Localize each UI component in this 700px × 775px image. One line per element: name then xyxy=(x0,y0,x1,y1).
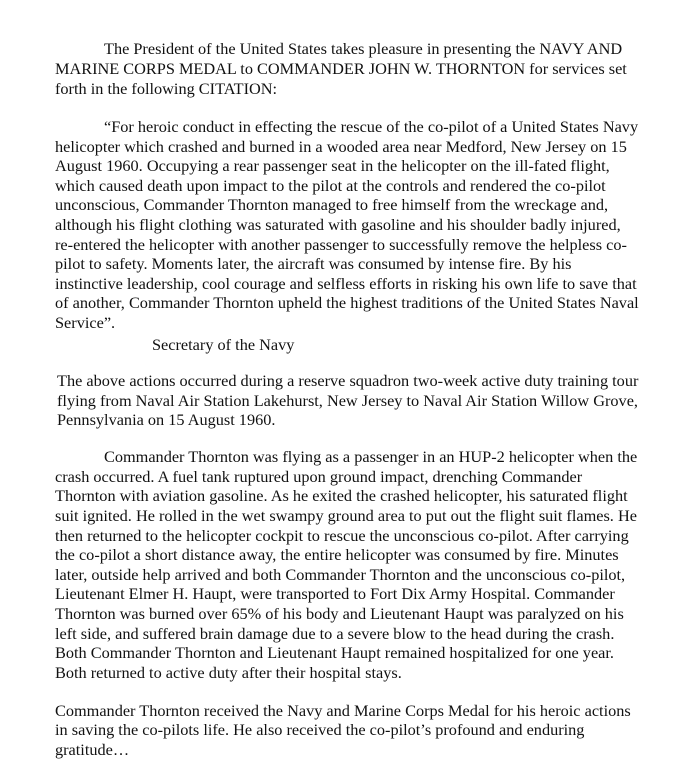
text-line: Lieutenant Elmer H. Haupt, were transported to Fort Dix Army Hospital. Commander xyxy=(55,584,615,603)
text-line: Commander Thornton was flying as a passenger in an HUP-2 helicopter when the xyxy=(104,447,638,466)
text-line: in saving the co-pilots life. He also received the co-pilot’s profound and enduring xyxy=(55,720,585,739)
text-line: later, outside help arrived and both Commander Thornton and the unconscious co-pilot, xyxy=(55,565,626,584)
text-line: left side, and suffered brain damage due to a severe blow to the head during the crash. xyxy=(55,624,615,643)
signature-line: Secretary of the Navy xyxy=(152,335,295,354)
text-line: pilot to safety. Moments later, the aircraft was consumed by intense fire. By his xyxy=(55,254,572,273)
text-line: which caused death upon impact to the pilot at the controls and rendered the co-pilot xyxy=(55,176,606,195)
text-line: of another, Commander Thornton upheld the highest traditions of the United States Naval xyxy=(55,293,639,312)
text-line: Pennsylvania on 15 August 1960. xyxy=(57,410,276,429)
text-line: although his flight clothing was saturated with gasoline and his shoulder badly injured, xyxy=(55,215,621,234)
text-line: Thornton was burned over 65% of his body and Lieutenant Haupt was paralyzed on his xyxy=(55,604,624,623)
text-line: suit ignited. He rolled in the wet swampy ground area to put out the flight suit flames. He xyxy=(55,506,637,525)
text-line: Commander Thornton received the Navy and Marine Corps Medal for his heroic actions xyxy=(55,701,631,720)
text-line: crash occurred. A fuel tank ruptured upon ground impact, drenching Commander xyxy=(55,467,583,486)
text-line: instinctive leadership, cool courage and selfless efforts in risking his own life to save that xyxy=(55,274,637,293)
text-line: Both Commander Thornton and Lieutenant Haupt remained hospitalized for one year. xyxy=(55,643,614,662)
text-line: the co-pilot a short distance away, the entire helicopter was consumed by fire. Minutes xyxy=(55,545,619,564)
text-line: The President of the United States takes pleasure in presenting the NAVY AND xyxy=(104,39,623,58)
text-line: re-entered the helicopter with another passenger to successfully remove the helpless co- xyxy=(55,235,627,254)
text-line: forth in the following CITATION: xyxy=(55,79,278,98)
text-line: “For heroic conduct in effecting the rescue of the co-pilot of a United States Navy xyxy=(104,117,639,136)
text-line: then returned to the helicopter cockpit to rescue the unconscious co-pilot. After carrying xyxy=(55,526,629,545)
text-line: Service”. xyxy=(55,313,116,332)
text-line: Thornton with aviation gasoline. As he exited the crashed helicopter, his saturated flight xyxy=(55,486,628,505)
text-line: Both returned to active duty after their hospital stays. xyxy=(55,663,402,682)
text-line: August 1960. Occupying a rear passenger seat in the helicopter on the ill-fated flight, xyxy=(55,156,610,175)
text-line: gratitude… xyxy=(55,740,130,759)
text-line: flying from Naval Air Station Lakehurst, New Jersey to Naval Air Station Willow Grove, xyxy=(57,391,638,410)
text-line: MARINE CORPS MEDAL to COMMANDER JOHN W. THORNTON for services set xyxy=(55,59,627,78)
text-line: helicopter which crashed and burned in a wooded area near Medford, New Jersey on 15 xyxy=(55,137,627,156)
text-line: The above actions occurred during a reserve squadron two-week active duty training tour xyxy=(57,371,639,390)
text-line: unconscious, Commander Thornton managed to free himself from the wreckage and, xyxy=(55,195,609,214)
